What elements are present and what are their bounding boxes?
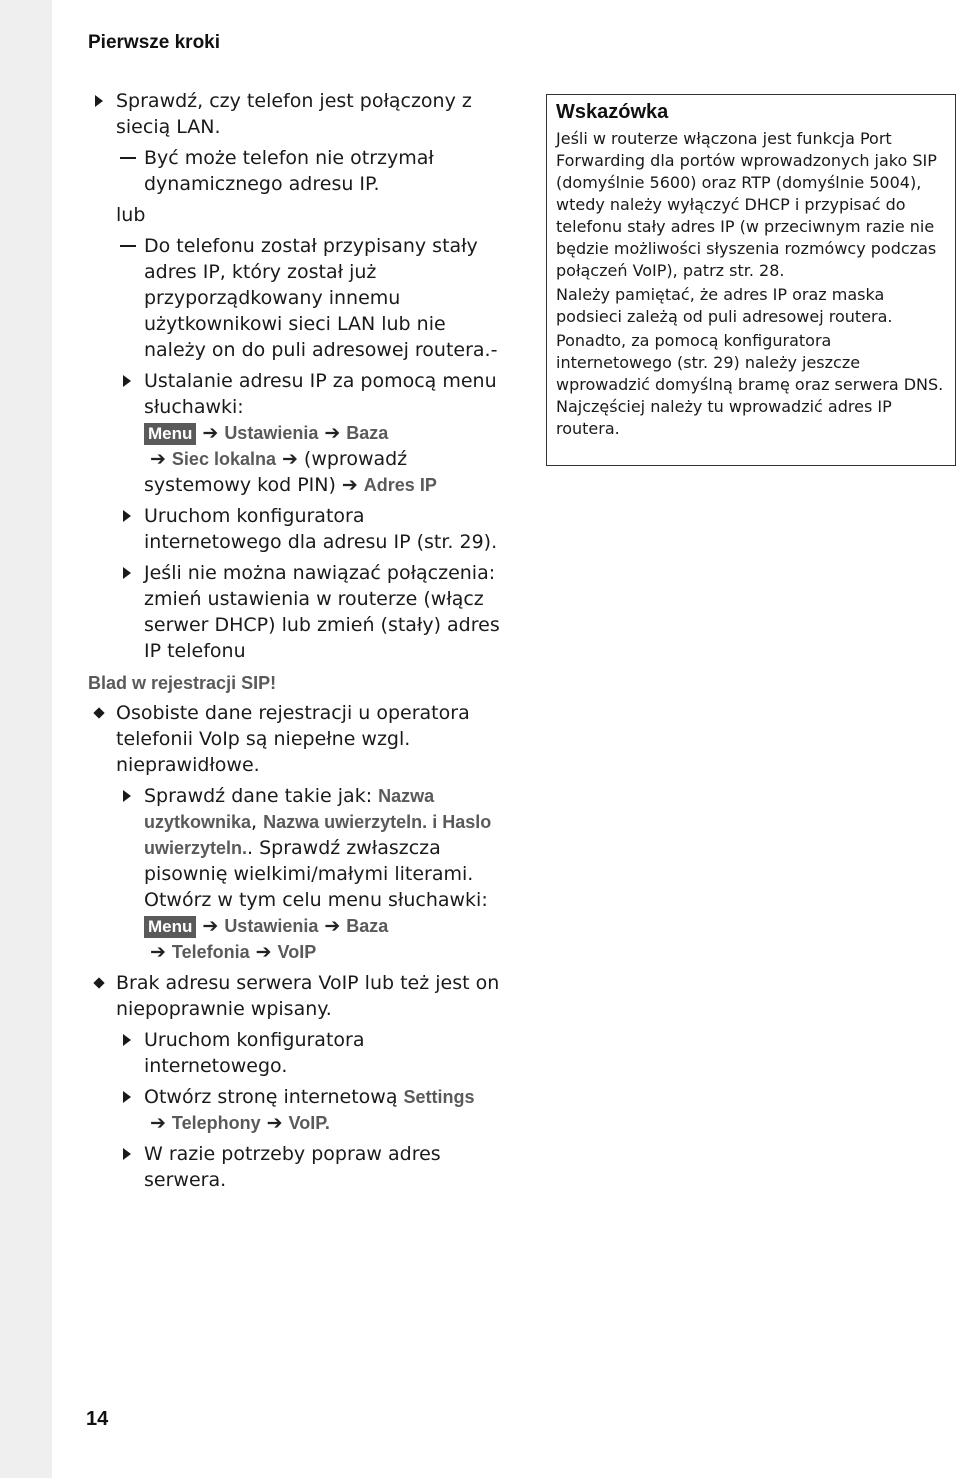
step-arrow-icon (116, 1141, 138, 1167)
step-launch-configurator-ip: Uruchom konfiguratora internetowego dla adresu IP (str. 29). (88, 503, 508, 555)
arrow-right-icon: ➔ (341, 474, 358, 496)
section-title: Pierwsze kroki (88, 32, 221, 53)
field-haslo-uwierzyteln: Haslo uwierzyteln. (144, 812, 492, 858)
step-check-data: Sprawdź dane takie jak: Nazwa uzytkownika, Nazwa uwierzyteln. i Haslo uwierzyteln.. Sprawdź zwłaszcza pisownię wielkimi/małymi literami. Otwórz w tym celu menu słuchawki: Menu ➔ Ustawienia ➔ Baza ➔ Telefonia ➔ VoIP (88, 783, 508, 965)
dash-bullet-icon (116, 145, 138, 171)
arrow-right-icon: ➔ (281, 448, 298, 470)
cause-incomplete-data: Osobiste dane rejestracji u operatora telefonii VoIp są niepełne wzgl. nieprawidłowe. (88, 700, 508, 778)
arrow-right-icon: ➔ (324, 915, 341, 937)
web-item-settings: Settings (403, 1087, 475, 1107)
menu-item-voip: VoIP (277, 942, 317, 962)
arrow-right-icon: ➔ (150, 1112, 166, 1134)
page-margin-strip (0, 0, 52, 1478)
menu-key: Menu (144, 916, 196, 938)
pin-note: (wprowadź systemowy kod PIN) (144, 448, 408, 496)
main-column (88, 88, 508, 1193)
dash-bullet-icon (116, 233, 138, 259)
step-arrow-icon (116, 368, 138, 394)
step-set-ip: Ustalanie adresu IP za pomocą menu słuchawki: Menu ➔ Ustawienia ➔ Baza ➔ Siec lokalna ➔ (wprowadź systemowy kod PIN) ➔ Adres IP (88, 368, 508, 498)
step-arrow-icon (116, 1027, 138, 1053)
arrow-right-icon: ➔ (150, 941, 166, 963)
field-nazwa-uzytkownika: Nazwa uzytkownika (144, 786, 435, 832)
menu-key: Menu (144, 423, 196, 445)
arrow-right-icon: ➔ (202, 915, 219, 937)
field-nazwa-uwierzyteln: Nazwa uwierzyteln. (263, 812, 428, 832)
web-item-voip: VoIP (288, 1113, 325, 1133)
arrow-right-icon: ➔ (324, 422, 341, 444)
menu-item-ustawienia: Ustawienia (224, 423, 319, 443)
arrow-right-icon: ➔ (255, 941, 272, 963)
page-number: 14 (86, 1408, 109, 1430)
diamond-bullet-icon (88, 970, 110, 996)
tip-paragraph: Ponadto, za pomocą konfiguratora internetowego (str. 29) należy jeszcze wprowadzić domyślną bramę oraz serwera DNS. Najczęściej należy tu wprowadzić adres IP routera. (556, 331, 944, 438)
menu-item-adres-ip: Adres IP (363, 475, 437, 495)
step-open-web: Otwórz stronę internetową Settings ➔ Telephony ➔ VoIP. (88, 1084, 508, 1136)
step-arrow-icon (116, 1084, 138, 1110)
step-if-no-connection: Jeśli nie można nawiązać połączenia: zmień ustawienia w routerze (włącz serwer DHCP) lub zmień (stały) adres IP telefonu (88, 560, 508, 664)
cause-static-ip-conflict: Do telefonu został przypisany stały adres IP, który został już przyporządkowany innemu użytkownikowi sieci LAN lub nie należy on do puli adresowej routera.- (88, 233, 508, 363)
cause-no-server: Brak adresu serwera VoIP lub też jest on niepoprawnie wpisany. (88, 970, 508, 1022)
step-arrow-icon (116, 503, 138, 529)
tip-title: Wskazówka (556, 101, 669, 123)
step-arrow-icon (88, 88, 110, 114)
menu-item-baza: Baza (346, 916, 389, 936)
step-check-connection: Sprawdź, czy telefon jest połączony z siecią LAN. (88, 88, 508, 140)
menu-item-ustawienia: Ustawienia (224, 916, 319, 936)
arrow-right-icon: ➔ (150, 448, 166, 470)
tip-paragraph: Należy pamiętać, że adres IP oraz maska podsieci zależą od puli adresowej routera. (556, 285, 893, 326)
step-arrow-icon (116, 783, 138, 809)
menu-item-siec-lokalna: Siec lokalna (171, 449, 276, 469)
or-label: lub (116, 204, 146, 226)
menu-item-telefonia: Telefonia (171, 942, 250, 962)
sip-error-heading: Blad w rejestracji SIP! (88, 673, 277, 693)
arrow-right-icon: ➔ (266, 1112, 283, 1134)
arrow-right-icon: ➔ (202, 422, 219, 444)
tip-box (546, 94, 956, 466)
tip-paragraph: Jeśli w routerze włączona jest funkcja Port Forwarding dla portów wprowadzonych jako SIP (domyślnie 5600) oraz RTP (domyślnie 5004), wtedy należy wyłączyć DHCP i przypisać do telefonu stały adres IP (w przeciwnym razie nie będzie możliwości słyszenia rozmówcy podczas połączeń VoIP), patrz str. 28. (556, 129, 937, 280)
cause-no-dynamic-ip: Być może telefon nie otrzymał dynamicznego adresu IP. (88, 145, 508, 197)
step-launch-configurator: Uruchom konfiguratora internetowego. (88, 1027, 508, 1079)
step-fix-server: W razie potrzeby popraw adres serwera. (88, 1141, 508, 1193)
diamond-bullet-icon (88, 700, 110, 726)
menu-item-baza: Baza (346, 423, 389, 443)
step-arrow-icon (116, 560, 138, 586)
web-item-telephony: Telephony (171, 1113, 261, 1133)
